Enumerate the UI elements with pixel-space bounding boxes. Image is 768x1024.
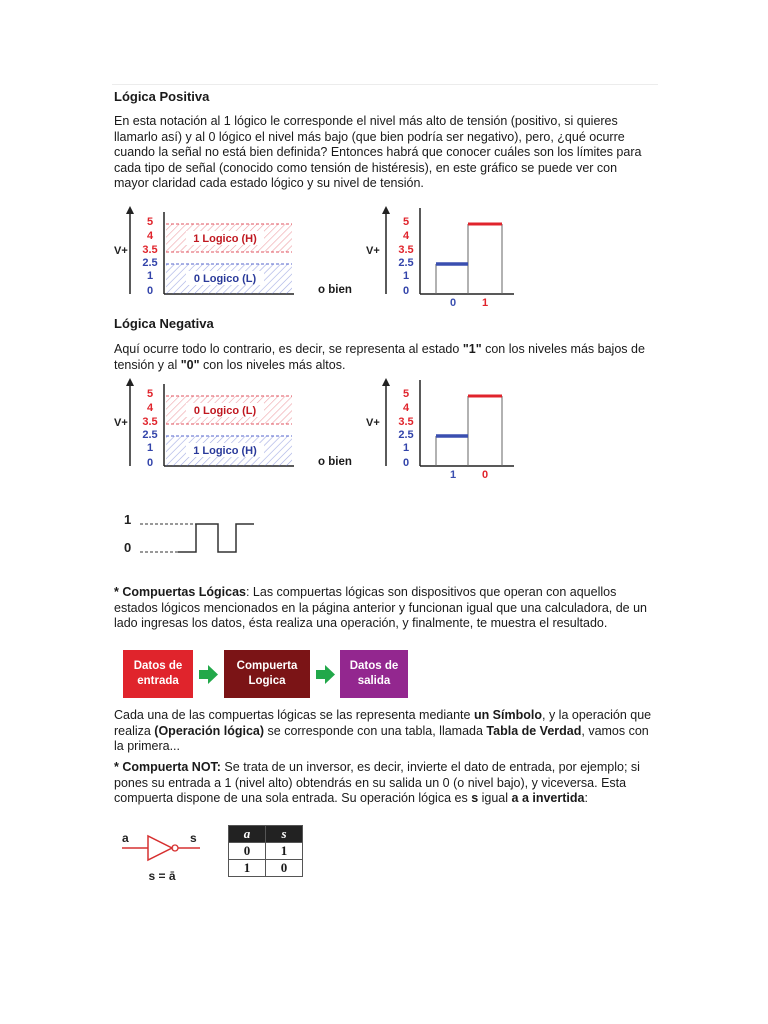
axis-label: V+	[366, 417, 380, 429]
tick-4: 4	[402, 402, 410, 414]
not-formula: s = ā	[148, 869, 176, 883]
truth-table-header: a	[229, 826, 266, 843]
step-x-label-second: 1	[481, 297, 489, 309]
tick-0: 0	[402, 285, 410, 297]
band-bottom-label: 0 Logico (L)	[193, 273, 257, 285]
section-title-negative: Lógica Negativa	[114, 316, 214, 331]
pulse-waveform	[122, 510, 262, 560]
tick-5: 5	[146, 388, 154, 400]
tick-1: 1	[402, 442, 410, 454]
table-cell: 1	[266, 843, 303, 860]
step-x-label-first: 1	[449, 469, 457, 481]
table-cell: 0	[266, 860, 303, 877]
axis-label: V+	[114, 245, 128, 257]
truth-table	[228, 825, 303, 877]
top-divider	[112, 84, 658, 85]
table-row	[229, 843, 303, 860]
tick-3.5: 3.5	[398, 416, 414, 428]
flow-arrow-icon	[316, 665, 336, 685]
tick-4: 4	[146, 230, 154, 242]
table-cell: 0	[229, 843, 266, 860]
pulse-label-low: 0	[124, 540, 132, 555]
band-top-label: 0 Logico (L)	[193, 405, 257, 417]
tick-5: 5	[402, 216, 410, 228]
truth-table-header: s	[266, 826, 303, 843]
negative-step-diagram	[364, 378, 524, 482]
flow-arrow-icon	[199, 665, 219, 685]
tick-1: 1	[402, 270, 410, 282]
tick-5: 5	[402, 388, 410, 400]
table-row	[229, 860, 303, 877]
section-title-positive: Lógica Positiva	[114, 89, 210, 104]
tick-3.5: 3.5	[142, 244, 158, 256]
tick-5: 5	[146, 216, 154, 228]
o-bien-label: o bien	[318, 456, 352, 468]
tick-1: 1	[146, 442, 154, 454]
negative-band-diagram	[112, 378, 312, 470]
flow-box-input: Datos de entrada	[123, 650, 193, 698]
step-x-label-second: 0	[481, 469, 489, 481]
tick-3.5: 3.5	[142, 416, 158, 428]
positive-band-diagram	[112, 206, 312, 298]
axis-label: V+	[114, 417, 128, 429]
not-gate-symbol	[120, 828, 210, 884]
step-x-label-first: 0	[449, 297, 457, 309]
not-gate-paragraph: * Compuerta NOT: Se trata de un inversor, es decir, invierte el dato de entrada, por ejemplo; si pones su entrada a 1 (nivel alto) obtendrás en su salida un 0 (o nivel bajo), y viceversa. Esta compuerta dispone de una sola entrada. Su operación lógica es s igual a a invertida:	[114, 760, 640, 805]
tick-0: 0	[146, 457, 154, 469]
o-bien-label: o bien	[318, 284, 352, 296]
pulse-label-high: 1	[124, 512, 132, 527]
symbol-paragraph: Cada una de las compuertas lógicas se las representa mediante un Símbolo, y la operación que realiza (Operación lógica) se corresponde con una tabla, llamada Tabla de Verdad, vamos con la primera...	[114, 708, 652, 753]
tick-4: 4	[402, 230, 410, 242]
tick-0: 0	[146, 285, 154, 297]
positive-paragraph: En esta notación al 1 lógico le corresponde el nivel más alto de tensión (positivo, si quieres llamarlo así) y al 0 lógico el nivel más bajo (que bien podría ser negativo), pero, ¿qué ocurre cuando la señal no está bien definida? Entonces habrá que conocer cuáles son los límites para cada tipo de señal (conocido como tensión de histéresis), en este gráfico se puede ver con mayor claridad cada estado lógico y su nivel de tensión.	[114, 114, 642, 190]
tick-0: 0	[402, 457, 410, 469]
tick-2.5: 2.5	[398, 257, 414, 269]
tick-4: 4	[146, 402, 154, 414]
flow-box-output: Datos de salida	[340, 650, 408, 698]
tick-3.5: 3.5	[398, 244, 414, 256]
tick-2.5: 2.5	[142, 257, 158, 269]
truth-table-header-row	[229, 826, 303, 843]
negative-paragraph: Aquí ocurre todo lo contrario, es decir, se representa al estado "1" con los niveles más bajos de tensión y al "0" con los niveles más altos.	[114, 342, 645, 372]
band-bottom-label: 1 Logico (H)	[193, 445, 257, 457]
tick-2.5: 2.5	[398, 429, 414, 441]
tick-2.5: 2.5	[142, 429, 158, 441]
positive-step-diagram	[364, 206, 524, 310]
axis-label: V+	[366, 245, 380, 257]
not-output-label: s	[190, 831, 197, 845]
band-top-label: 1 Logico (H)	[193, 233, 257, 245]
gates-intro-paragraph: * Compuertas Lógicas: Las compuertas lógicas son dispositivos que operan con aquellos estados lógicos mencionados en la página anterior y funcionan igual que una calculadora, de un lado ingresas los datos, ésta realiza una operación, y finalmente, te muestra el resultado.	[114, 585, 648, 630]
table-cell: 1	[229, 860, 266, 877]
not-input-label: a	[122, 831, 129, 845]
flow-box-gate: Compuerta Logica	[224, 650, 310, 698]
tick-1: 1	[146, 270, 154, 282]
